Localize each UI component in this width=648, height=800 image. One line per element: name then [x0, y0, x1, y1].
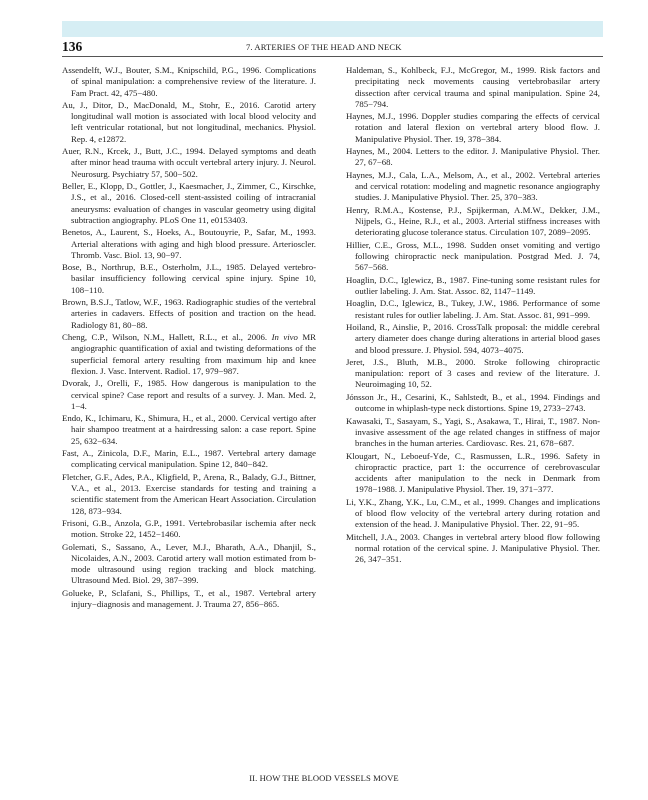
- reference-entry: [62, 332, 316, 377]
- reference-entry: Hillier, C.E., Gross, M.L., 1998. Sudden onset vomiting and vertigo following chiropractic neck manipulation. Postgrad Med. J. 74, 567−568.: [346, 239, 600, 273]
- reference-entry: Beller, E., Klopp, D., Gottler, J., Kaesmacher, J., Zimmer, C., Kirschke, J.S., et al., 2016. Closed-cell stent-assisted coiling of intracranial aneurysms: evaluation of changes in vascular geometry using digital subtraction angiography. PLoS One 11, e0153403.: [62, 181, 316, 225]
- reference-entry: Hoaglin, D.C., Iglewicz, B., 1987. Fine-tuning some resistant rules for outlier labeling. J. Am. Stat. Assoc. 82, 1147−1149.: [346, 274, 600, 296]
- reference-entry: Haynes, M.J., Cala, L.A., Melsom, A., et al., 2002. Vertebral arteries and cervical rotation: modeling and magnetic resonance angiography studies. J. Manipulative Physiol. Ther. 25, 370−383.: [346, 169, 600, 203]
- reference-column-right: [346, 65, 600, 567]
- page-number: 136: [62, 39, 83, 54]
- reference-entry: Dvorak, J., Orelli, F., 1985. How dangerous is manipulation to the cervical spine? Case report and results of a survey. J. Man. Med. 2, 1−4.: [62, 378, 316, 411]
- reference-entry: Mitchell, J.A., 2003. Changes in vertebral artery blood flow following normal rotation of the cervical spine. J. Manipulative Physiol. Ther. 26, 347−351.: [346, 531, 600, 565]
- reference-entry: Haynes, M., 2004. Letters to the editor. J. Manipulative Physiol. Ther. 27, 67−68.: [346, 146, 600, 168]
- reference-entry: Hoiland, R., Ainslie, P., 2016. CrossTalk proposal: the middle cerebral artery diameter does change during alterations in arterial blood gases and blood pressure. J. Physiol. 594, 4073−4075.: [346, 322, 600, 355]
- reference-entry: Golemati, S., Sassano, A., Lever, M.J., Bharath, A.A., Dhanjil, S., Nicolaides, A.N., 2003. Carotid artery wall motion estimated from b-mode ultrasound using region tracking and block matching. Ultrasound Med. Biol. 29, 387−399.: [62, 541, 316, 586]
- reference-entry: Endo, K., Ichimaru, K., Shimura, H., et al., 2000. Cervical vertigo after hair shampoo treatment at a hairdressing salon: a case report. Spine 25, 632−634.: [62, 413, 316, 446]
- reference-entry: Klougart, N., Leboeuf-Yde, C., Rasmussen, L.R., 1996. Safety in chiropractic practice, part 1: the occurrence of cerebrovascular accidents after manipulation to the neck in Denmark from 1978−1988. J. Manipulative Physiol. Ther. 19, 371−377.: [346, 450, 600, 495]
- reference-entry: Fletcher, G.F., Ades, P.A., Kligfield, P., Arena, R., Balady, G.J., Bittner, V.A., et al., 2013. Exercise standards for testing and training a scientific statement from the American Heart Association. Circulation 128, 873−934.: [62, 471, 316, 516]
- reference-entry: Fast, A., Zinicola, D.F., Marin, E.L., 1987. Vertebral artery damage complicating cervical manipulation. Spine 12, 840−842.: [62, 448, 316, 470]
- header-color-band: [62, 21, 603, 37]
- reference-entry: Hoaglin, D.C., Iglewicz, B., Tukey, J.W., 1986. Performance of some resistant rules for outlier labeling. J. Am. Stat. Assoc. 81, 991−999.: [346, 298, 600, 320]
- reference-entry: Benetos, A., Laurent, S., Hoeks, A., Boutouyrie, P., Safar, M., 1993. Arterial alterations with aging and high blood pressure. Arterioscler. Thromb. Vasc. Biol. 13, 90−97.: [62, 227, 316, 260]
- reference-entry: Bose, B., Northrup, B.E., Osterholm, J.L., 1985. Delayed vertebro-basilar insufficiency following cervical spine injury. Spine 10, 108−110.: [62, 262, 316, 295]
- reference-entry: Haldeman, S., Kohlbeck, F.J., McGregor, M., 1999. Risk factors and precipitating neck movements causing vertebrobasilar artery dissection after cervical trauma and spinal manipulation. Spine 24, 785−794.: [346, 65, 600, 109]
- reference-entry: Jeret, J.S., Bluth, M.B., 2000. Stroke following chiropractic manipulation: report of 3 cases and review of the literature. J. Neuroimaging 10, 52.: [346, 356, 600, 390]
- reference-entry: Au, J., Ditor, D., MacDonald, M., Stohr, E., 2016. Carotid artery longitudinal wall motion is associated with local blood velocity and left ventricular rotational, but not longitudinal, mechanics. Physiol. Rep. 4, e12872.: [62, 99, 316, 144]
- reference-entry: Kawasaki, T., Sasayam, S., Yagi, S., Asakawa, T., Hirai, T., 1987. Non-invasive assessment of the age related changes in stiffness of major branches in the human arteries. Cardiovasc. Res. 21, 678−687.: [346, 415, 600, 449]
- reference-entry: Golueke, P., Sclafani, S., Phillips, T., et al., 1987. Vertebral artery injury−diagnosis and management. J. Trauma 27, 856−865.: [62, 587, 316, 610]
- reference-entry: Frisoni, G.B., Anzola, G.P., 1991. Vertebrobasilar ischemia after neck motion. Stroke 22, 1452−1460.: [62, 518, 316, 540]
- reference-entry: Jónsson Jr., H., Cesarini, K., Sahlstedt, B., et al., 1994. Findings and outcome in whiplash-type neck distortions. Spine 19, 2733−2743.: [346, 391, 600, 414]
- header-rule: [62, 56, 603, 57]
- reference-text: Cheng, C.P., Wilson, N.M., Hallett, R.L., et al., 2006.: [62, 332, 272, 343]
- reference-entry: Li, Y.K., Zhang, Y.K., Lu, C.M., et al., 1999. Changes and implications of blood flow velocity of the vertebral artery during rotation and extension of the head. J. Manipulative Physiol. Ther. 22, 91−95.: [346, 496, 600, 530]
- reference-entry: Haynes, M.J., 1996. Doppler studies comparing the effects of cervical rotation and lateral flexion on vertebral artery blood flow. J. Manipulative Physiol. Ther. 19, 378−384.: [346, 111, 600, 144]
- reference-entry: Brown, B.S.J., Tatlow, W.F., 1963. Radiographic studies of the vertebral arteries in cadavers. Effects of position and traction on the head. Radiology 81, 80−88.: [62, 297, 316, 330]
- reference-entry: Auer, R.N., Krcek, J., Butt, J.C., 1994. Delayed symptoms and death after minor head trauma with occult vertebral artery injury. J. Neurol. Neurosurg. Psychiatry 57, 500−502.: [62, 146, 316, 179]
- reference-italic-text: In vivo: [271, 332, 298, 343]
- reference-entry: Henry, R.M.A., Kostense, P.J., Spijkerman, A.M.W., Dekker, J.M., Nijpels, G., Heine, R.J., et al., 2003. Arterial stiffness increases with deteriorating glucose tolerance status. Circulation 107, 2089−2095.: [346, 204, 600, 238]
- reference-text: MR angiographic quantification of axial and twisting deformations of the superficial femoral artery resulting from maximum hip and knee flexion. J. Vasc. Intervent. Radiol. 17, 979−987.: [71, 332, 316, 376]
- reference-column-left: [62, 65, 316, 612]
- reference-entry: Assendelft, W.J., Bouter, S.M., Knipschild, P.G., 1996. Complications of spinal manipulation: a comprehensive review of the literature. J. Fam Pract. 42, 475−480.: [62, 65, 316, 98]
- part-footer: II. HOW THE BLOOD VESSELS MOVE: [249, 773, 399, 783]
- running-title: 7. ARTERIES OF THE HEAD AND NECK: [246, 42, 402, 52]
